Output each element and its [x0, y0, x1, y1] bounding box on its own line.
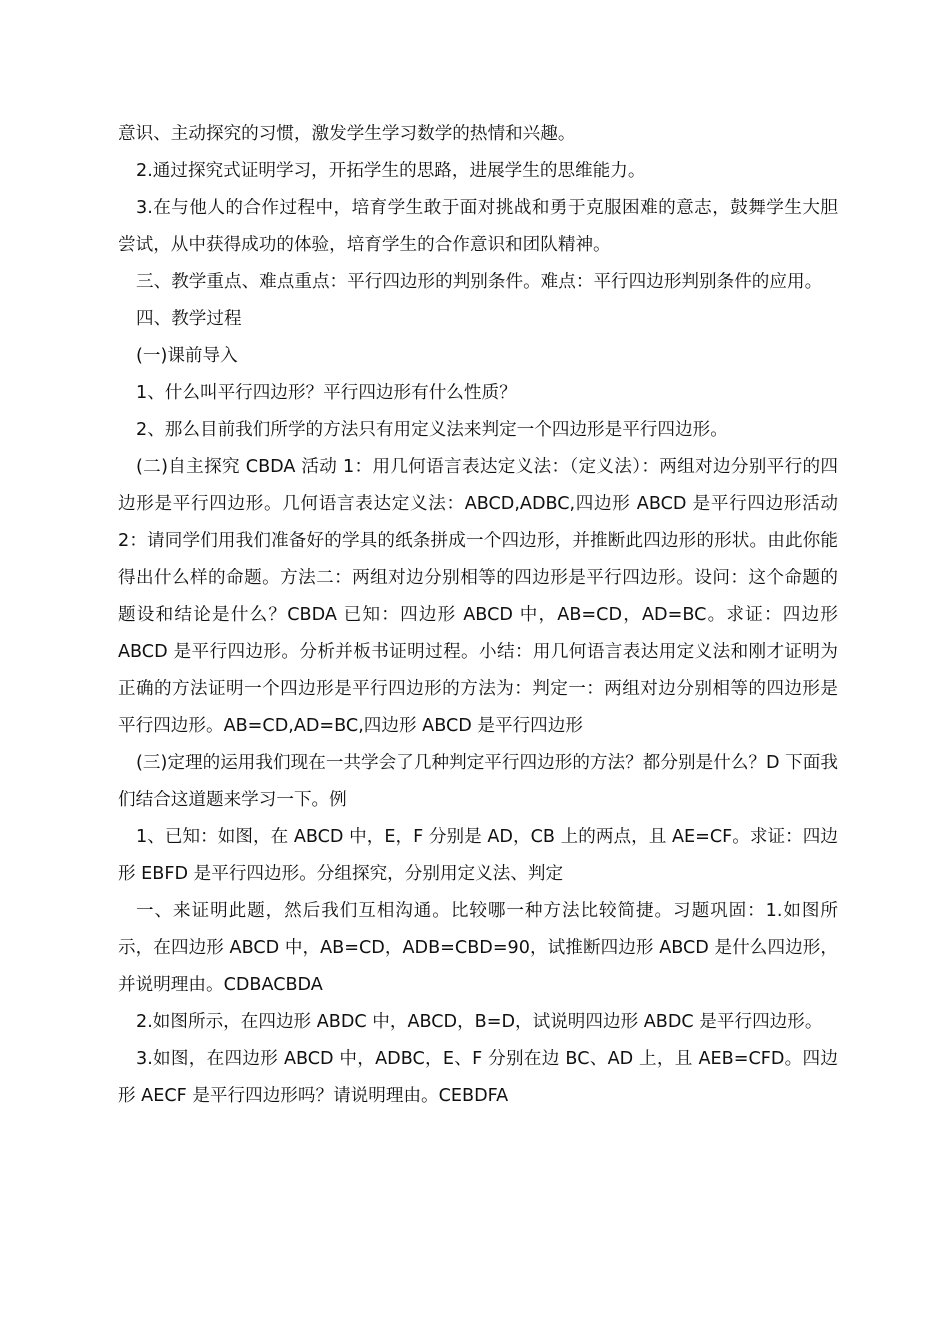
- paragraph-theorem-application: (三)定理的运用我们现在一共学会了几种判定平行四边形的方法？都分别是什么？D 下面我们结合这道题来学习一下。例: [118, 753, 838, 810]
- paragraph-intro-question-1: 1、什么叫平行四边形？平行四边形有什么性质？: [136, 383, 517, 403]
- paragraph-practice-2: 2.如图所示，在四边形 ABDC 中，ABCD，B=D，试说明四边形 ABDC 是平行四边形。: [136, 1012, 823, 1032]
- heading-lesson-intro: (一)课前导入: [136, 346, 238, 366]
- paragraph-goal-3: 3.在与他人的合作过程中，培育学生敢于面对挑战和勇于克服困难的意志，鼓舞学生大胆尝试，从中获得成功的体验，培育学生的合作意识和团队精神。: [118, 198, 838, 255]
- paragraph-practice-3: 3.如图，在四边形 ABCD 中，ADBC，E、F 分别在边 BC、AD 上，且 AEB=CFD。四边形 AECF 是平行四边形吗？请说明理由。CEBDFA: [118, 1049, 838, 1106]
- heading-teaching-process: 四、教学过程: [136, 309, 242, 329]
- paragraph-self-exploration: (二)自主探究 CBDA 活动 1：用几何语言表达定义法：（定义法）：两组对边分别平行的四边形是平行四边形。几何语言表达定义法：ABCD,ADBC,四边形 ABCD 是平行四边形活动 2：请同学们用我们准备好的学具的纸条拼成一个四边形，并推断此四边形的形状。由此你能得出什么样的命题。方法二：两组对边分别相等的四边形是平行四边形。设问：这个命题的题设和结论是什么？CBDA 已知：四边形 ABCD 中，AB=CD，AD=BC。求证：四边形 ABCD 是平行四边形。分析并板书证明过程。小结：用几何语言表达用定义法和刚才证明为正确的方法证明一个四边形是平行四边形的方法为：判定一：两组对边分别相等的四边形是平行四边形。AB=CD,AD=BC,四边形 ABCD 是平行四边形: [118, 457, 838, 736]
- paragraph-intro-question-2: 2、那么目前我们所学的方法只有用定义法来判定一个四边形是平行四边形。: [136, 420, 728, 440]
- paragraph-goal-2: 2.通过探究式证明学习，开拓学生的思路，进展学生的思维能力。: [136, 161, 646, 181]
- paragraph-practice-1: 一、来证明此题，然后我们互相沟通。比较哪一种方法比较简捷。习题巩固：1.如图所示，在四边形 ABCD 中，AB=CD，ADB=CBD=90，试推断四边形 ABCD 是什么四边形，并说明理由。CDBACBDA: [118, 901, 838, 995]
- paragraph-example-1: 1、已知：如图，在 ABCD 中，E，F 分别是 AD，CB 上的两点，且 AE=CF。求证：四边形 EBFD 是平行四边形。分组探究，分别用定义法、判定: [118, 827, 838, 884]
- paragraph-key-points: 三、教学重点、难点重点：平行四边形的判别条件。难点：平行四边形判别条件的应用。: [136, 272, 823, 292]
- paragraph-goal-1-continued: 意识、主动探究的习惯，激发学生学习数学的热情和兴趣。: [118, 124, 576, 144]
- document-body: [118, 116, 838, 1115]
